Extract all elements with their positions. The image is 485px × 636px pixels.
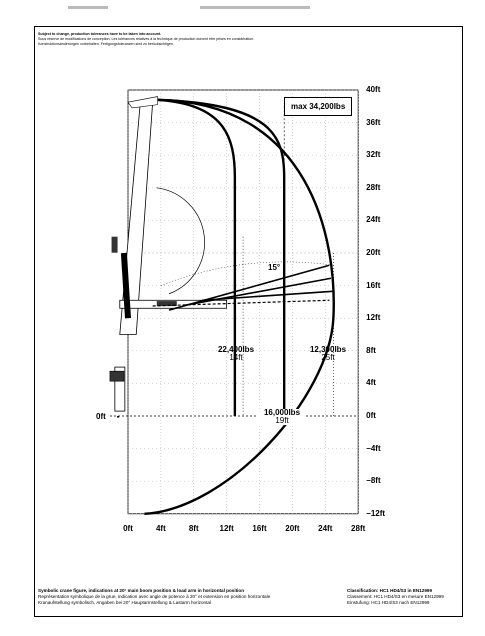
- y-tick-label: −8ft: [366, 476, 381, 486]
- x-tick-label: 8ft: [188, 523, 199, 533]
- crane-base: [110, 371, 124, 381]
- y-tick-label: 12ft: [366, 313, 381, 323]
- capacity-annotation-25ft: [304, 346, 352, 362]
- footer-left-line-3: Kranaufstellung symbolisch, Angaben bei 20° Hauptarmstellung & Lastarm horizontal: [38, 600, 211, 605]
- x-tick-label: 4ft: [155, 523, 166, 533]
- max-capacity-box: max 34,200lbs: [284, 97, 352, 116]
- disclaimer-line-3: Konstruktionsänderungen vorbehalten. Fertigungstoleranzen sind zu berücksichtigen.: [38, 42, 174, 46]
- boom-tip: [128, 97, 158, 108]
- y-tick-label: −4ft: [366, 443, 381, 453]
- envelope-line: [157, 100, 235, 416]
- y-tick-label: 8ft: [366, 345, 376, 355]
- capacity-distance: 14ft: [229, 353, 243, 362]
- x-tick-label: 16ft: [252, 523, 267, 533]
- footer-left-line-2: Représentation symbolique de la grue, indication avec angle de potence à 20° et extension en position horizontale: [38, 594, 271, 599]
- x-tick-label: 20ft: [285, 523, 300, 533]
- y-tick-label: 32ft: [366, 150, 381, 160]
- capacity-annotation-14ft: [214, 346, 258, 362]
- boom-label-plate-vertical: [112, 237, 118, 253]
- crane-figure: [110, 97, 333, 418]
- boom-diagonal: [124, 253, 128, 318]
- y-tick-label: 16ft: [366, 280, 381, 290]
- y-tick-label: 28ft: [366, 182, 381, 192]
- capacity-load: 22,400lbs: [217, 345, 255, 354]
- y-tick-label: 20ft: [366, 248, 381, 257]
- capacity-distance: 25ft: [321, 353, 335, 362]
- x-tick-label: 24ft: [318, 523, 333, 533]
- footer-left: [38, 588, 270, 606]
- disclaimer-line-1: Subject to change, production tolerances have to be taken into account.: [38, 32, 162, 36]
- x-tick-label: 12ft: [219, 523, 234, 533]
- x-tick-label: 0ft: [123, 523, 133, 533]
- capacity-load: 16,000lbs: [263, 408, 301, 417]
- footer-right-line-2: Classement: HC1 HD4/S3 en mesure EN12999: [347, 594, 444, 599]
- boom-angle-label: 15°: [268, 263, 281, 272]
- x-tick-label: 28ft: [351, 523, 366, 533]
- capacity-annotation-19ft: [258, 409, 306, 425]
- y-tick-label: 0ft: [366, 411, 376, 420]
- footer-right-line-1: Classification: HC1 HD4/S3 in EN12999: [347, 588, 433, 593]
- capacity-load: 12,300lbs: [309, 345, 347, 354]
- y-tick-label: 36ft: [366, 117, 381, 127]
- y-tick-label: 4ft: [366, 378, 376, 388]
- envelope-line: [157, 100, 284, 416]
- footer-left-line-1: Symbolic crane figure, indications at 20° main boom position & load arm in horizontal position: [38, 588, 245, 593]
- y-tick-label: 24ft: [366, 215, 381, 225]
- footer-right-line-3: Einstufung: HC1 HD4/S3 nach EN12999: [347, 600, 430, 605]
- y-tick-label: 40ft: [366, 85, 381, 94]
- footer-right: [347, 588, 444, 606]
- disclaimer-line-2: Sous réserve de modifications de conception. Les tolérances relatives à la technique de production doivent être prises en considération.: [38, 37, 255, 41]
- slew-arc: [157, 188, 205, 294]
- zero-left-label: 0ft: [96, 412, 106, 421]
- capacity-distance: 19ft: [275, 416, 289, 425]
- y-tick-label: −12ft: [366, 508, 386, 518]
